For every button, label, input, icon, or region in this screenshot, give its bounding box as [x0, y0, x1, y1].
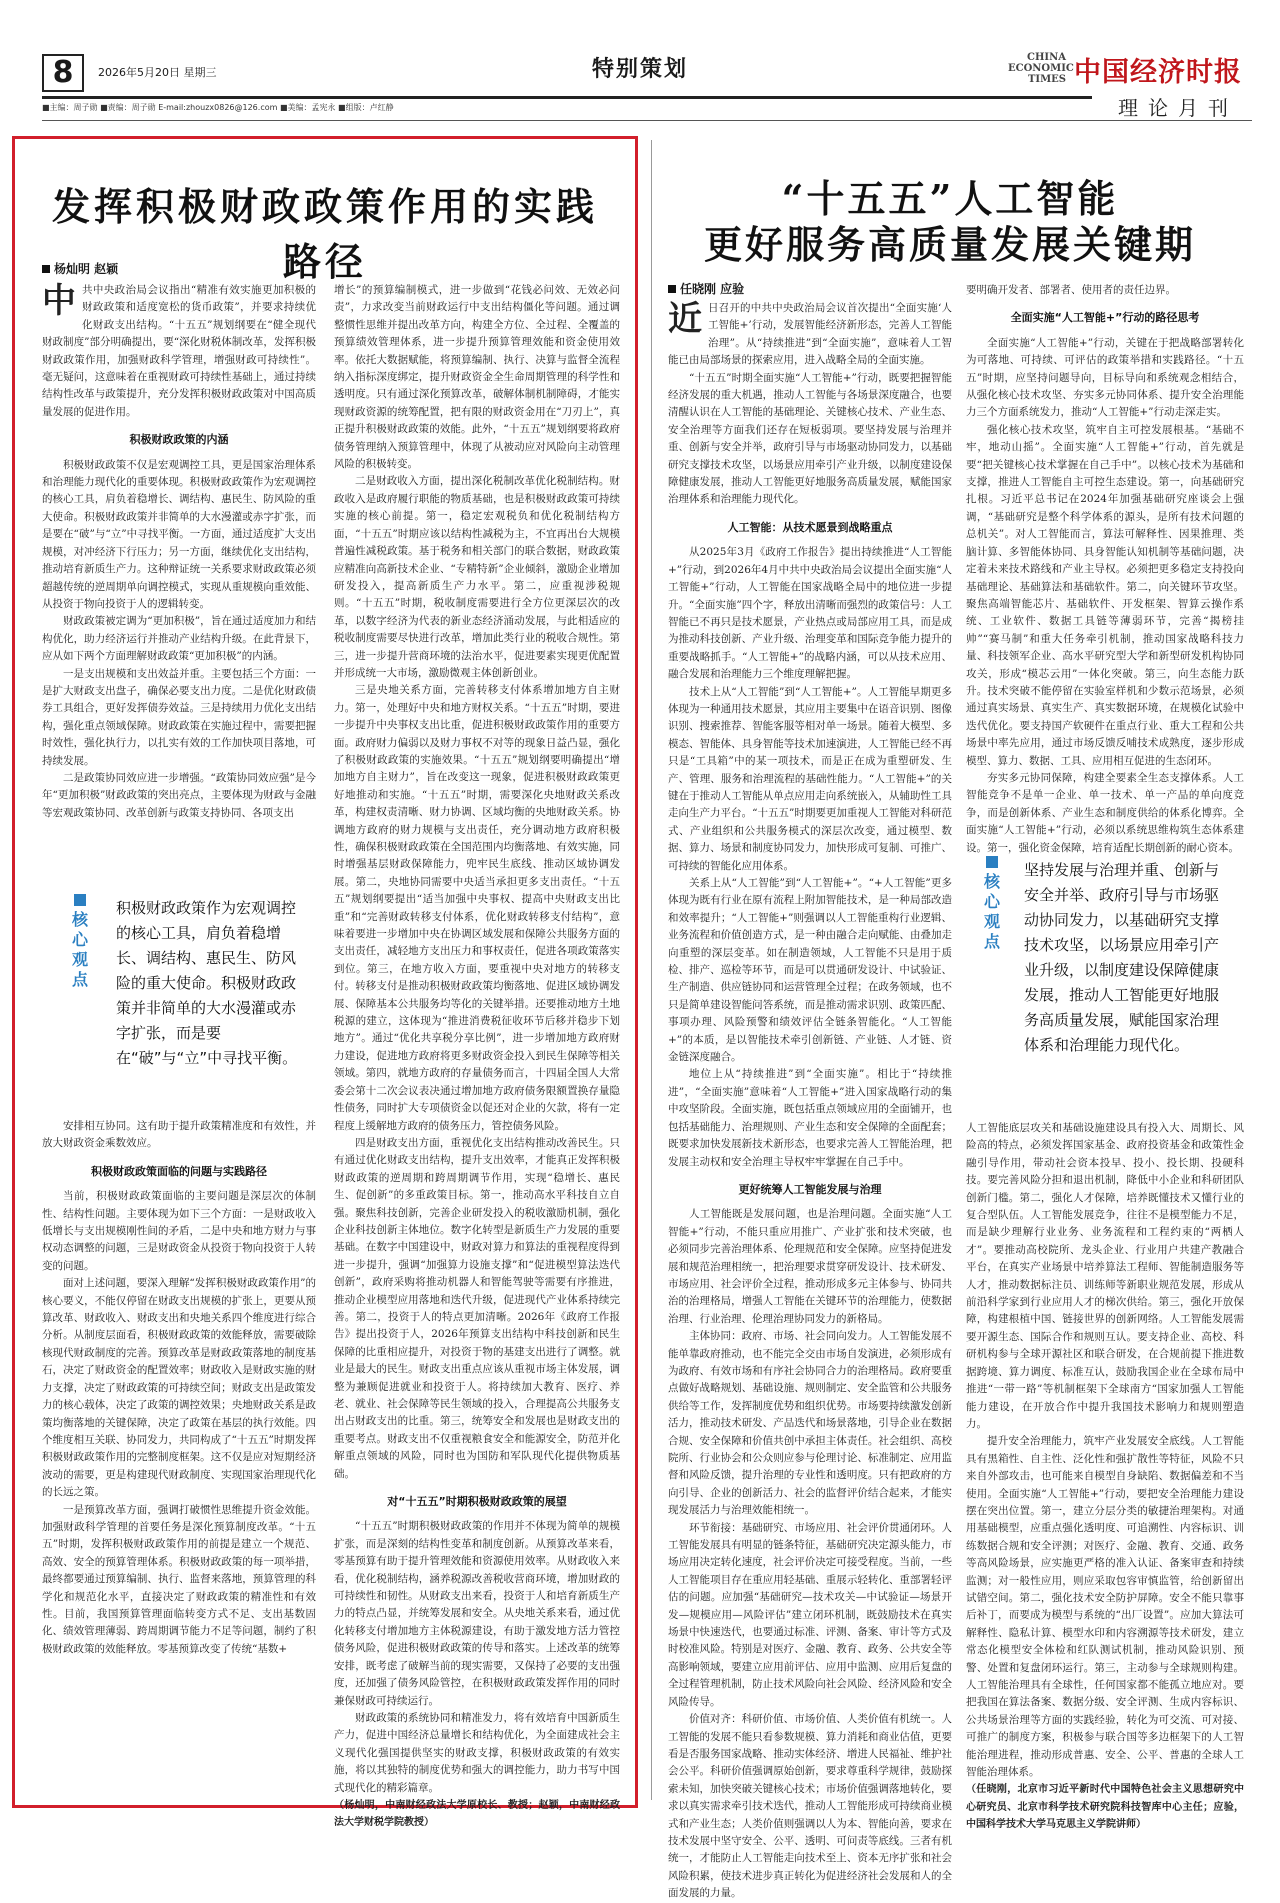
article2-paragraph: 环节衔接：基础研究、市场应用、社会评价贯通闭环。人工智能发展具有明显的链条特征，基础研究决定源头能力，市场应用决定转化速度，社会评价决定可接受程度。当前，一些人工智能项目存在重应用轻基础、重展示轻转化、重部署轻评估的问题。应加强“基础研究—技术攻关—中试验证—场景开发—规模应用—风险评估”建立闭环机制，既鼓励技术在真实场景中快速迭代，也要通过标准、评测、备案、审计等方式及时校准风险。特别是对医疗、金融、教育、政务、公共安全等高影响领域，要建立应用前评估、应用中监测、应用后复盘的全过程管理机制，防止技术风险向社会风险、经济风险和安全风险传导。	[668, 1521, 952, 1708]
article2-paragraph: “十五五”时期全面实施“人工智能+”行动，既要把握智能经济发展的重大机遇，推动人工智能与各场景深度融合，也要清醒认识在人工智能的基础理论、关键核心技术、产业生态、安全治理等方面我们还存在短板弱项。要坚持发展与治理并重、创新与安全并举，政府引导与市场驱动协同发力，以基础研究支撑技术攻坚，以场景应用牵引产业升级，以制度建设保障健康发展，推动人工智能更好地服务高质量发展，赋能国家治理体系和治理能力现代化。	[668, 371, 952, 506]
article1-paragraph: 一是支出规模和支出效益并重。主要包括三个方面：一是扩大财政支出盘子，确保必要支出力度。二是优化财政债券工具组合，更好发挥债券效益。三是持续用力优化支出结构，强化重点领域保障。财政政策在实施过程中，需要把握时效性，强化执行力，以扎实有效的工作加快项目落地，可持续发展。	[42, 667, 316, 767]
article1-key-point-label: 核心观点	[70, 894, 90, 990]
article2-paragraph: 夯实多元协同保障，构建全要素全生态支撑体系。人工智能竞争不是单一企业、单一技术、单一产品的单向度竞争，而是创新体系、产业生态和制度供给的体系化博弈。全面实施“人工智能+”行动，必须以系统思维构筑生态体系建设。第一，强化资金保障，培育适配长期创新的耐心资本。	[966, 771, 1244, 854]
article1-column-1	[42, 282, 316, 868]
article1-paragraph: 当前，积极财政政策面临的主要问题是深层次的体制性、结构性问题。主要体现为如下三个方面：一是财政收入低增长与支出规模刚性间的矛盾，二是中央和地方财力与事权动态调整的问题，三是财政资金从投资于物向投资于人转变的问题。	[42, 1190, 316, 1272]
article2-column-2-continued	[966, 1120, 1244, 1831]
article2-paragraph: 提升安全治理能力，筑牢产业发展安全底线。人工智能具有黑箱性、自主性、泛化性和强扩散性等特征，风险不只来自外部攻击，也可能来自模型自身缺陷、数据偏差和不当使用。全面实施“人工智能+”行动，要把安全治理能力建设摆在突出位置。第一，建立分层分类的敏捷治理架构。对通用基础模型，应重点强化透明度、可追溯性、内容标识、训练数据合规和安全评测；对医疗、金融、教育、交通、政务等高风险场景，应实施更严格的准入认证、备案审查和持续监测；对一般性应用，则应采取包容审慎监管，给创新留出试错空间。第二，强化技术安全防护屏障。安全不能只靠事后补丁，而要成为模型与系统的“出厂设置”。应加大算法可解释性、隐私计算、模型水印和内容溯源等技术研发，建立常态化模型安全体检和红队测试机制，推动风险识别、预警、处置和复盘闭环运行。第三，主动参与全球规则构建。人工智能治理具有全球性，任何国家都不能孤立地应对。要把我国在算法备案、数据分级、安全评测、生成内容标识、公共场景治理等方面的实践经验，转化为可交流、可对接、可推广的制度方案，积极参与联合国等多边框架下的人工智能治理进程，推动形成普惠、安全、公平、普惠的全球人工智能治理体系。	[966, 1435, 1244, 1779]
article1-dropcap: 中	[42, 281, 76, 321]
article1-paragraph: “十五五”时期积极财政政策的作用并不体现为简单的规模扩张，而是深刻的结构性变革和制度创新。从预算改革来看，零基预算有助于提升管理效能和资源使用效率。从财政收入来看，优化税制结构，涵养税源改善税收营商环境，增加财政的可持续性和韧性。从财政支出来看，投资于人和培育新质生产力的特点凸显，并统筹发展和安全。从央地关系来看，通过优化转移支付增加地方主体税源建设，有助于激发地方活力管控债务风险，促进积极财政政策的传导和落实。上述改革的统筹安排，既考虑了破解当前的现实需要，又保持了必要的支出强度，还加强了债务风险管控，在积极财政政策发挥作用的同时兼保财政可持续运行。	[334, 1520, 620, 1707]
issue-date: 2026年5月20日 星期三	[98, 66, 217, 79]
article2-paragraph: 全面实施“人工智能+”行动，关键在于把战略部署转化为可落地、可持续、可评估的政策举措和实践路径。“十五五”时期，应坚持问题导向，目标导向和系统观念相结合，从强化核心技术攻坚、夯实多元协同体系、提升安全治理能力三个方面系统发力，推动“人工智能+”行动走深走实。	[966, 336, 1244, 419]
section-title: 特别策划	[591, 57, 688, 82]
article2-key-point-label: 核心观点	[982, 856, 1002, 952]
article2-paragraph: 主体协同：政府、市场、社会同向发力。人工智能发展不能单靠政府推动，也不能完全交由市场自发演进，必须形成有为政府、有效市场和有序社会协同合力的治理格局。政府要重点做好战略规划、基础设施、规则制定、安全监管和公共服务供给等工作，发挥制度优势和组织优势。市场要持续激发创新活力，推动技术研发、产品迭代和场景落地，引导企业在数据合规、安全保障和价值共创中承担主体责任。社会组织、高校院所、行业协会和公众则应参与伦理讨论、标准制定、应用监督和风险反馈，提升治理的专业性和透明度。只有把政府的方向引导、企业的创新活力、社会的监督评价结合起来，才能实现发展活力与治理效能相统一。	[668, 1330, 952, 1517]
article2-section-heading: 全面实施“人工智能+”行动的路径思考	[1010, 311, 1200, 325]
article2-paragraph: 技术上从“人工智能”到“人工智能+”。人工智能早期更多体现为一种通用技术愿景，其应用主要集中在语音识别、图像识别、搜索推荐、智能客服等相对单一场景。随着大模型、多模态、智能体、具身智能等技术加速演进，人工智能已经不再只是“工具箱”中的某一项技术，而是正在成为重塑研发、生产、管理、服务和治理流程的基础性能力。“人工智能+”的关键在于推动人工智能从单点应用走向系统嵌入，从辅助性工具走向生产力平台。“十五五”时期要更加重视人工智能对科研范式、产业组织和公共服务模式的深层次改变，通过模型、数据、算力、场景和制度协同发力，加快形成可复制、可推广、可持续的智能化应用体系。	[668, 685, 952, 872]
column-divider	[651, 140, 652, 1800]
article2-headline-line-1[interactable]: “十五五”人工智能	[781, 176, 1119, 221]
article2-column-1	[668, 299, 952, 1900]
page-number: 8	[42, 54, 84, 92]
article1-byline: 杨灿明 赵颖	[42, 260, 118, 277]
article2-paragraph: 人工智能底层攻关和基础设施建设具有投入大、周期长、风险高的特点，必须发挥国家基金、政府投资基金和政策性金融引导作用，带动社会资本投早、投小、投长期、投硬科技。要完善风险分担和退出机制，降低中小企业和科研团队创新门槛。第二，强化人才保障，培养既懂技术又懂行业的复合型队伍。人工智能发展竞争，往往不是模型能力不足，而是缺少理解行业业务、业务流程和工程约束的“两栖人才”。要推动高校院所、龙头企业、行业用户共建产教融合平台，在真实产业场景中培养算法工程师、智能制造服务等人才，推动数据标注员、训练师等新职业规范发展，形成从前沿科学家到行业应用人才的梯次供给。第三，强化开放保障，构建根植中国、链接世界的创新网络。人工智能发展需要开源生态、国际合作和规则互认。要支持企业、高校、科研机构参与全球开源社区和联合研发，在合规前提下推进数据跨境、算力调度、标准互认，鼓励我国企业在全球布局中推进“一带一路”等机制框架下全球南方“国家加强人工智能能力建设，在开放合作中提升我国技术影响力和规则塑造力。	[966, 1122, 1244, 1430]
article1-paragraph: 财政政策被定调为“更加积极”，旨在通过适度加力和结构优化，助力经济运行并推动产业结构升级。在此背景下，应从如下两个方面理解财政政策“更加积极”的内涵。	[42, 615, 316, 663]
masthead-rule	[42, 96, 1092, 99]
article2-author-note: （任晓刚，北京市习近平新时代中国特色社会主义思想研究中心研究员、北京市科学技术研究院科技智库中心主任；应验，中国科学技术大学马克思主义学院讲师）	[966, 1784, 1244, 1831]
article2-paragraph: 要明确开发者、部署者、使用者的责任边界。	[966, 284, 1176, 296]
article2-key-point-text: 坚持发展与治理并重、创新与安全并举、政府引导与市场驱动协同发力，以基础研究支撑技术攻坚，以场景应用牵引产业升级，以制度建设保障健康发展，推动人工智能更好地服务高质量发展，赋能国家治理体系和治理能力现代化。	[1024, 861, 1220, 1054]
masthead	[0, 0, 1280, 120]
article1-section-heading: 积极财政政策面临的问题与实践路径	[91, 1164, 267, 1178]
article1-paragraph: 三是央地关系方面，完善转移支付体系增加地方自主财力。第一，处理好中央和地方财权关系。“十五五”时期，要进一步提升中央事权支出比重，促进积极财政政策作用的重要方面。政府财力偏弱以及财力事权不对等的现象日益凸显，强化了积极财政政策的实施效果。“十五五”规划纲要明确提出“增加地方自主财力”，旨在改变这一现象，促进积极财政政策更好地推动和实施。“十五五”时期，需要深化央地财政关系改革，构建权责清晰、财力协调、区域均衡的央地财政关系。协调地方政府的财力规模与支出责任，充分调动地方政府积极性，确保积极财政政策在全国范围内均衡落地、有效实施，同时增强基层财政保障能力，兜牢民生底线、推动区域协调发展。第二，央地协同需要中央适当承担更多支出责任。“十五五”规划纲要提出“适当加强中央事权、提高中央财政支出比重”和“完善财政转移支付体系，优化财政转移支付结构”，意味着要进一步增加中央在协调区域发展和保障公共服务方面的支出责任，减轻地方支出压力和事权责任，促进各项政策落实到位。第三，在地方收入方面，要重视中央对地方的转移支付。转移支付是推动积极财政政策均衡落地、促进区域协调发展、保障基本公共服务均等化的关键举措。还要推动地方土地税源的建立，这体现为“推进消费税征收环节后移并稳步下划地方”。通过“优化共享税分享比例”，进一步增加地方政府财力建设，促进地方政府将更多财政资金投入到民生保障等相关领域。第四，就地方政府的存量债务而言，十四届全国人大常委会第十二次会议表决通过增加地方政府债务限额置换存量隐性债务，同时扩大专项债资金以促还对企业的欠款，将有一定程度上缓解地方政府的债务压力，管控债务风险。	[334, 684, 620, 1132]
article2-headline-line-2[interactable]: 更好服务高质量发展关键期	[703, 222, 1196, 267]
article2-section-heading: 人工智能：从技术愿景到战略重点	[727, 520, 893, 534]
article2-paragraph: 地位上从“持续推进”到“全面实施”。相比于“持续推进”，“全面实施”意味着“人工智能+”进入国家战略行动的集中攻坚阶段。全面实施，既包括重点领域应用的全面铺开，也包括基础能力、治理规则、产业生态和安全保障的全面配套；既要求加快发展新技术新形态，也要求完善人工智能治理，把发展主动权和安全治理主导权牢牢掌握在自己手中。	[668, 1068, 952, 1168]
article2-paragraph: 强化核心技术攻坚，筑牢自主可控发展根基。“基础不牢，地动山摇”。全面实施“人工智能+”行动，首先就是要“把关键核心技术掌握在自己手中”。以核心技术为基础和支撑，推进人工智能自主可控生态建设。第一，向基础研究扎根。习近平总书记在2024年加强基础研究座谈会上强调，“基础研究是整个科学体系的源头，是所有技术问题的总机关”。对人工智能而言，算法可解释性、因果推理、类脑计算、多智能体协同、具身智能认知机制等基础问题，决定着未来技术路线和产业主导权。必须把更多稳定支持投向基础理论、基础算法和基础软件。第二，向关键环节攻坚。聚焦高端智能芯片、基础软件、开发框架、智算云操作系统、工业软件、数据工具链等薄弱环节，完善“揭榜挂帅”“赛马制”和重大任务牵引机制，推动国家战略科技力量、科技领军企业、高水平研究型大学和新型研发机构协同攻关，形成“模芯云用”一体化突破。第三，向生态能力跃升。技术突破不能停留在实验室样机和少数示范场景，必须通过真实场景、真实生产、真实数据环境，在规模化试验中迭代优化。要支持国产软硬件在重点行业、重大工程和公共场景中率先应用，通过市场反馈反哺技术成熟度，逐步形成模型、算力、数据、工具、应用相互促进的生态闭环。	[966, 423, 1244, 767]
article1-paragraph: 四是财政支出方面，重视优化支出结构推动改善民生。只有通过优化财政支出结构，提升支出效率，才能真正发挥积极财政政策的逆周期和跨周期调节作用，实现“稳增长、惠民生、促创新”的多重政策目标。第一，推动高水平科技自立自强。聚焦科技创新，完善企业研发投入的税收激励机制，强化企业科技创新主体地位。数字化转型是新质生产力发展的重要基础。在数字中国建设中，财政对算力和算法的重视程度得到进一步提升，强调“加强算力设施支撑”和“促进模型算法迭代创新”，政府采购将推动机器人和智能驾驶等需要有序推进，推动企业模型应用落地和迭代升级，促进现代产业体系持续完善。第二，投资于人的特点更加清晰。2026年《政府工作报告》提出投资于人，2026年预算支出结构中科技创新和民生保障的比重相应提升，对投资于物的基建支出进行了调整。就业是最大的民生。财政支出重点应该从重视市场主体发展，调整为兼顾促进就业和投资于人。将持续加大教育、医疗、养老、就业、社会保障等民生领域的投入，合理提高公共服务支出占财政支出的比重。第三，统筹安全和发展也是财政支出的重要考点。财政支出不仅重视粮食安全和能源安全，防范并化解重点领域的风险，同时也为国防和军队现代化提供物质基础。	[334, 1136, 620, 1480]
article1-section-heading: 积极财政政策的内涵	[129, 433, 229, 447]
article1-section-heading: 对“十五五”时期积极财政政策的展望	[387, 1495, 567, 1509]
article2-section-heading: 更好统筹人工智能发展与治理	[738, 1182, 882, 1196]
article2-paragraph: 从2025年3月《政府工作报告》提出持续推进“人工智能+”行动，到2026年4月中共中央政治局会议提出全面实施“人工智能+”行动，人工智能在国家战略全局中的地位进一步提升。“全面实施”四个字，释放出清晰而强烈的政策信号：人工智能已不再只是技术愿景，产业热点或局部应用工具，而是成为推动科技创新、产业升级、治理变革和国际竞争能力提升的重要战略抓手。“人工智能+”的战略内涵，可以从技术应用、融合发展和治理能力三个维度理解把握。	[668, 546, 952, 681]
article1-paragraph: 一是预算改革方面，强调打破惯性思维提升资金效能。加强财政科学管理的首要任务是深化预算制度改革。“十五五”时期，发挥积极财政政策作用的前提是建立一个规范、高效、安全的预算管理体系。积极财政政策的每一项举措，最终都要通过预算编制、执行、监督来落地，预算管理的科学化和规范化水平，直接决定了财政政策的精准性和有效性。目前，我国预算管理面临转变方式不足、支出基数固化、绩效管理薄弱、跨周期调节能力不足等问题，制约了积极财政政策的效能释放。零基预算改变了传统“基数+	[42, 1503, 316, 1655]
article1-column-1-continued	[42, 1118, 316, 1800]
editor-credits: ■主编：周子勋 ■责编：周子勋 E-mail:zhouzx0826@126.com ■美编：孟宪永 ■组版：卢红静	[42, 103, 394, 112]
article2-lead-paragraph: 近日召开的中共中央政治局会议首次提出“全面实施‘人工智能+’行动，发展智能经济新形态，完善人工智能治理”。从“持续推进”到“全面实施”，意味着人工智能已由局部场景的探索应用，进入战略全局的全面实施。	[668, 299, 952, 367]
article1-paragraph: 安排相互协同。这有助于提升政策精准度和有效性，并放大财政资金乘数效应。	[42, 1120, 316, 1150]
article1-paragraph: 二是财政收入方面，提出深化税制改革优化税制结构。财政收入是政府履行职能的物质基础，也是积极财政政策可持续实施的核心前提。第一，稳定宏观税负和优化税制结构方面，“十五五”时期应该以结构性减税为主，不宜再出台大规模普遍性减税政策。基于税务和相关部门的联合数据，财政政策应精准向高新技术企业、“专精特新”企业倾斜，激励企业增加研发投入，提高新质生产力水平。第二，应重视涉税规则。“十五五”时期，税收制度需要进行全方位更深层次的改革，以数字经济为代表的新业态经济涌动发展，与此相适应的税收制度需要尽快进行改革，增加此类行业的税收合规性。第三，进一步提升营商环境的法治水平，促进要素实现更优配置并形成统一大市场，激励微观主体创新创业。	[334, 475, 620, 679]
article2-paragraph: 关系上从“人工智能”到“人工智能+”。“+人工智能”更多体现为既有行业在原有流程上附加智能技术，是一种局部改造和效率提升；“人工智能+”则强调以人工智能重构行业逻辑、业务流程和价值创造方式，是一种由融合走向赋能、由叠加走向重塑的深层变革。如在制造领域，人工智能不只是用于质检、排产、巡检等环节，而是可以贯通研发设计、中试验证、生产制造、供应链协同和运营管理全过程；在政务领域，也不只是简单建设智能问答系统，而是推动需求识别、政策匹配、事项办理、风险预警和绩效评估全链条智能化。“人工智能+”的本质，是以智能技术牵引创新链、产业链、人才链、资金链深度融合。	[668, 877, 952, 1064]
article1-key-point-text: 积极财政政策作为宏观调控的核心工具，肩负着稳增长、调结构、惠民生、防风险的重大使命。积极财政政策并非简单的大水漫灌或赤字扩张，而是要在“破”与“立”中寻找平衡。	[116, 899, 298, 1067]
article1-paragraph: 增长”的预算编制模式，进一步做到“花钱必问效、无效必问责”，力求改变当前财政运行中支出结构僵化等问题。通过调整惯性思维并提出改革方向，构建全方位、全过程、全覆盖的预算绩效管理体系，进一步提升预算管理效能和资金使用效率。依托大数据赋能，将预算编制、执行、决算与监督全流程纳入指标深度绑定，提升财政资金全生命周期管理的科学性和透明度。只有通过深化预算改革，破解体制机制障碍，才能实现财政资源的统筹配置，把有限的财政资金用在“刀刃上”，真正提升积极财政政策的效能。此外，“十五五”规划纲要将政府债务管理纳入预算管理中，体现了从被动应对风险向主动管理风险的积极转变。	[334, 284, 620, 471]
article1-author-note: （杨灿明，中南财经政法大学原校长、教授；赵颖，中南财经政法大学财税学院教授）	[334, 1799, 620, 1829]
article1-lead-paragraph: 中共中央政治局会议指出“精准有效实施更加积极的财政政策和适度宽松的货币政策”，并要求持续优化财政支出结构。“十五五”规划纲要在“健全现代财政制度”部分明确提出，要“深化财税体制改革，发挥积极财政政策作用，加强财政科学管理，增强财政可持续性”。毫无疑问，这意味着在重视财政可持续性基础上，通过持续结构性改革与政策提升，充分发挥积极财政政策对中国高质量发展的促进作用。	[42, 281, 316, 418]
article1-paragraph: 积极财政政策不仅是宏观调控工具，更是国家治理体系和治理能力现代化的重要体现。积极财政政策作为宏观调控的核心工具，肩负着稳增长、调结构、惠民生、防风险的重大使命。积极财政政策并非简单的大水漫灌或赤字扩张，而是要在“破”与“立”中寻找平衡。一方面，通过适度扩大支出规模，对冲经济下行压力；另一方面，继续优化支出结构，推动培育新质生产力。这种辩证统一关系要求财政政策必须超越传统的逆周期单向调控模式，实现从重规模向重效能、从投资于物向投资于人的逻辑转变。	[42, 458, 316, 610]
newspaper-english-name: CHINA ECONOMIC TIMES	[1008, 52, 1074, 85]
article1-column-2	[334, 282, 620, 1829]
article2-paragraph: 人工智能既是发展问题，也是治理问题。全面实施“人工智能+”行动，不能只重应用推广、产业扩张和技术突破，也必须同步完善治理体系、伦理规范和安全保障。应坚持促进发展和规范治理相统一，把治理要求贯穿研发设计、技术研发、市场应用、社会评价全过程，推动形成多元主体参与、协同共治的治理格局，增强人工智能在关键环节的治理能力，使数据治理、行业治理、伦理治理协同发力的新格局。	[668, 1208, 952, 1325]
article2-byline: 任晓刚 应验	[668, 280, 744, 297]
article1-paragraph: 二是政策协同效应进一步增强。“政策协同效应强”是今年“更加积极”财政政策的突出亮点，主要体现为财政与金融等宏观政策协同、改革创新与政策支持协同、各项支出	[42, 771, 316, 819]
newspaper-logo: 中国经济时报	[1074, 57, 1242, 88]
article1-headline[interactable]: 发挥积极财政政策作用的实践路径	[51, 184, 598, 284]
masthead-divider	[42, 120, 1252, 121]
article1-paragraph: 财政政策的系统协同和精准发力，将有效培育中国新质生产力，促进中国经济总量增长和结构优化，为全面建成社会主义现代化强国提供坚实的财政支撑，积极财政政策的有效实施，将以其独特的制度优势和强大的调控能力，助力书写中国式现代化的精彩篇章。	[334, 1711, 620, 1794]
supplement-title: 理论月刊	[1118, 96, 1238, 120]
article1-paragraph: 面对上述问题，要深入理解“发挥积极财政政策作用”的核心要义，不能仅停留在财政支出规模的扩张上，更要从预算改革、财政收入、财政支出和央地关系四个维度进行综合分析。从制度层面看，积极财政政策的效能释放，需要破除核现代财政制度的完善。预算改革是财政政策落地的制度基石，决定了财政资金的配置效率；财政收入是财政实施的财力支撑，决定了财政政策的可持续空间；财政支出是政策发力的核心载体，决定了政策的调控效果；央地财政关系是政策均衡落地的关键保障，决定了政策在基层的执行效能。四个维度相互关联、协同发力，共同构成了“十五五”时期发挥积极财政政策作用的完整制度框架。这不仅是应对短期经济波动的需要，更是构建现代财政制度、实现国家治理现代化的长远之策。	[42, 1277, 316, 1499]
article2-paragraph: 价值对齐：科研价值、市场价值、人类价值有机统一。人工智能的发展不能只看参数规模、算力消耗和商业估值，更要看是否服务国家战略、推动实体经济、增进人民福祉、维护社会公平。科研价值强调原始创新，要求尊重科学规律，鼓励探索未知，加快突破关键核心技术；市场价值强调落地转化，要求以真实需求牵引技术迭代，推动人工智能形成可持续商业模式和产业生态；人类价值则强调以人为本、智能向善，要求在技术发展中坚守安全、公平、透明、可问责等底线。三者有机统一，才能防止人工智能走向技术至上、资本无序扩张和社会风险积累，使技术进步真正转化为促进经济社会发展和人的全面发展的力量。	[668, 1713, 952, 1900]
article2-column-2	[966, 282, 1244, 854]
article2-dropcap: 近	[668, 299, 702, 339]
